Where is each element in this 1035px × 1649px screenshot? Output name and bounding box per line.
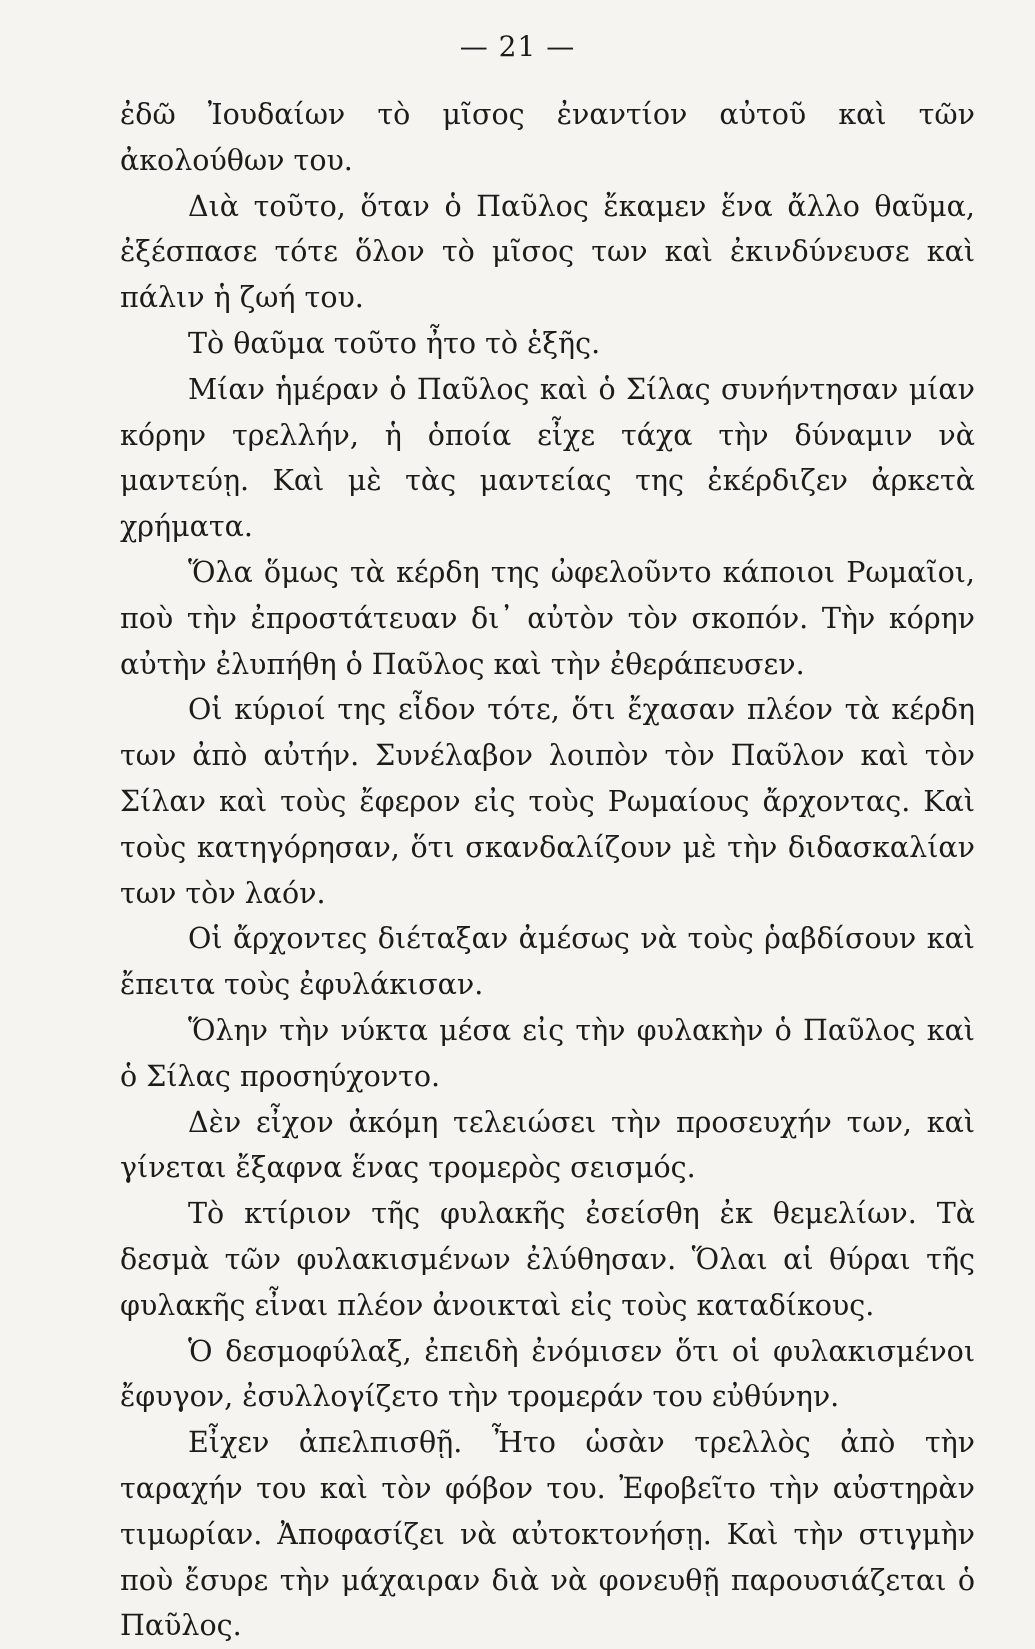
paragraph: ἐδῶ Ἰουδαίων τὸ μῖσος ἐναντίον αὐτοῦ καὶ τῶν ἀκολούθων του. (120, 98, 975, 177)
paragraph: Οἱ κύριοί της εἶδον τότε, ὅτι ἔχασαν πλέον τὰ κέρδη των ἀπὸ αὐτήν. Συνέλαβον λοιπὸν τὸν Παῦλον καὶ τὸν Σίλαν καὶ τοὺς ἔφερον εἰς τοὺς Ρωμαίους ἄρχοντας. Καὶ τοὺς κατηγόρησαν, ὅτι σκανδαλίζουν μὲ τὴν διδασκαλίαν των τὸν λαόν. (120, 693, 975, 910)
paragraph: Οἱ ἄρχοντες διέταξαν ἀμέσως νὰ τοὺς ῥαβδίσουν καὶ ἔπειτα τοὺς ἐφυλάκισαν. (120, 922, 975, 1002)
paragraph: Ὅλα ὅμως τὰ κέρδη της ὠφελοῦντο κάποιοι Ρωμαῖοι, ποὺ τὴν ἐπροστάτευαν δι᾽ αὐτὸν τὸν σκοπόν. Τὴν κόρην αὐτὴν ἐλυπήθη ὁ Παῦλος καὶ τὴν ἐθεράπευσεν. (120, 555, 975, 681)
paragraph: Ὅλην τὴν νύκτα μέσα εἰς τὴν φυλακὴν ὁ Παῦλος καὶ ὁ Σίλας προσηύχοντο. (120, 1013, 975, 1093)
paragraph: Μίαν ἡμέραν ὁ Παῦλος καὶ ὁ Σίλας συνήντησαν μίαν κόρην τρελλήν, ἡ ὁποία εἶχε τάχα τὴν δύναμιν νὰ μαντεύῃ. Καὶ μὲ τὰς μαντείας της ἐκέρδιζεν ἀρκετὰ χρήματα. (120, 372, 975, 544)
paragraph: Ὁ δεσμοφύλαξ, ἐπειδὴ ἐνόμισεν ὅτι οἱ φυλακισμένοι ἔφυγον, ἐσυλλογίζετο τὴν τρομεράν του εὐθύνην. (120, 1334, 975, 1414)
paragraph: Δὲν εἶχον ἀκόμη τελειώσει τὴν προσευχήν των, καὶ γίνεται ἔξαφνα ἕνας τρομερὸς σεισμός. (120, 1105, 975, 1185)
paragraph: Διὰ τοῦτο, ὅταν ὁ Παῦλος ἔκαμεν ἕνα ἄλλο θαῦμα, ἐξέσπασε τότε ὅλον τὸ μῖσος των καὶ ἐκινδύνευσε καὶ πάλιν ἡ ζωή του. (120, 189, 975, 315)
paragraph: Εἶχεν ἀπελπισθῇ. Ἦτο ὡσὰν τρελλὸς ἀπὸ τὴν ταραχήν του καὶ τὸν φόβον του. Ἐφοβεῖτο τὴν αὐστηρὰν τιμωρίαν. Ἀποφασίζει νὰ αὐτοκτονήσῃ. Καὶ τὴν στιγμὴν ποὺ ἔσυρε τὴν μάχαιραν διὰ νὰ φονευθῇ παρουσιάζεται ὁ Παῦλος. (120, 1426, 975, 1643)
paragraph: Τὸ θαῦμα τοῦτο ἦτο τὸ ἑξῆς. (188, 326, 601, 360)
page-number: — 21 — (459, 30, 576, 63)
page-body-text (120, 92, 975, 1649)
paragraph: Τὸ κτίριον τῆς φυλακῆς ἐσείσθη ἐκ θεμελίων. Τὰ δεσμὰ τῶν φυλακισμένων ἐλύθησαν. Ὅλαι αἱ θύραι τῆς φυλακῆς εἶναι πλέον ἀνοικταὶ εἰς τοὺς καταδίκους. (120, 1197, 975, 1322)
